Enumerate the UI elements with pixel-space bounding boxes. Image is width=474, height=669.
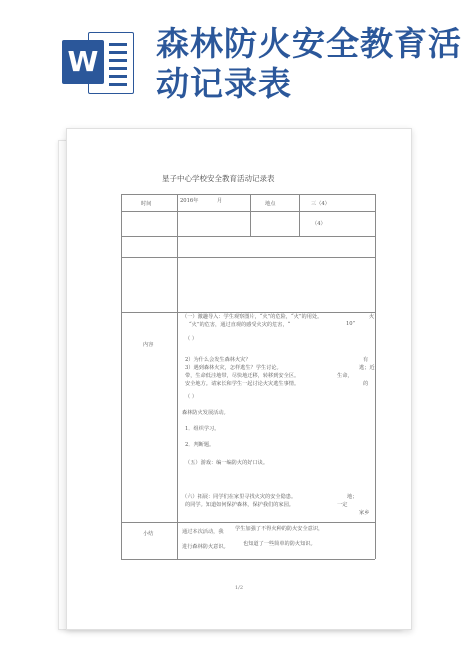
- page-line: [109, 59, 127, 62]
- content-line: （ ）: [185, 336, 198, 342]
- banner: [0, 0, 474, 118]
- page-number: 1/2: [234, 585, 244, 591]
- content-side-text: 地；: [347, 494, 358, 500]
- document-title: 星子中心学校安全教育活动记录表: [162, 174, 275, 183]
- banner-title: 森林防火安全教育活动记录表: [156, 24, 462, 103]
- content-side-text: 的: [363, 381, 369, 387]
- content-side-text: 一定: [337, 502, 348, 508]
- date-value: 2016年: [180, 198, 199, 204]
- table-rule: [250, 194, 251, 236]
- content-side-text: 有: [363, 357, 369, 363]
- class-sub: （4）: [312, 221, 326, 227]
- place-label: 地点: [265, 201, 276, 207]
- table-rule: [121, 559, 375, 560]
- table-rule: [375, 194, 376, 559]
- summary-label: 小结: [143, 531, 154, 537]
- content-side-text: 10”: [346, 321, 356, 327]
- content-side-text: 生命，: [337, 373, 353, 379]
- content-line: （ ）: [185, 394, 198, 400]
- summary-line: 进行森林防火意识。: [182, 544, 229, 550]
- content-side-text: 逃；近: [359, 365, 375, 371]
- content-line: 3）遇到森林火灾，怎样逃生？学生讨论。: [185, 365, 282, 371]
- table-rule: [121, 257, 375, 258]
- time-label: 时间: [141, 201, 152, 207]
- page-line: [109, 67, 127, 70]
- content-side-text: 家乡: [359, 510, 370, 516]
- content-line: 带，生命低洼地带，尽快地迁移，转移到安全区。: [185, 373, 300, 379]
- content-side-text: 火: [369, 314, 375, 320]
- content-line: 2．判断题。: [185, 442, 215, 448]
- content-label: 内容: [143, 342, 154, 348]
- content-line: 安全地方。请家长和学生一起讨论火灾逃生事情。: [185, 381, 300, 387]
- content-line: 2）为什么会发生森林火灾？: [185, 357, 251, 363]
- content-line: “火”的危害，通过直观的感受火灾的危害，“: [189, 322, 291, 328]
- content-line: （一）激趣导入：学生观察图片，“火”的危险，“火”的用处。: [182, 314, 323, 320]
- summary-line: 学生加强了不得火种的防火安全意识，: [235, 526, 324, 532]
- summary-line: 也知道了一些简单的防火知识。: [243, 541, 316, 547]
- table-rule: [299, 194, 300, 236]
- document-page: [66, 128, 412, 630]
- table-rule: [121, 194, 122, 559]
- month-value: 月: [217, 198, 223, 204]
- page-line: [109, 43, 127, 46]
- class-value: 三（4）: [311, 201, 330, 207]
- word-letter-badge: W: [62, 40, 104, 84]
- page-line: [109, 75, 127, 78]
- page-line: [109, 51, 127, 54]
- content-line: （六）拓展：同学们在家里寻找火灾的安全隐患。: [182, 494, 297, 500]
- page-line: [109, 83, 127, 86]
- content-line: （五）游戏：编一编防火的好口诀。: [185, 460, 269, 466]
- table-rule: [121, 194, 375, 195]
- content-line: 1．组织学习。: [185, 426, 220, 432]
- content-line: 的同学。知道如何保护森林，保护我们的家园。: [185, 502, 294, 508]
- summary-line: 通过本次活动，我: [182, 529, 224, 535]
- table-rule: [121, 211, 375, 212]
- table-rule: [121, 522, 375, 523]
- table-rule: [177, 194, 178, 559]
- content-line: 森林防火发展活动。: [182, 410, 229, 416]
- word-document-icon: [62, 28, 134, 96]
- table-rule: [121, 236, 375, 237]
